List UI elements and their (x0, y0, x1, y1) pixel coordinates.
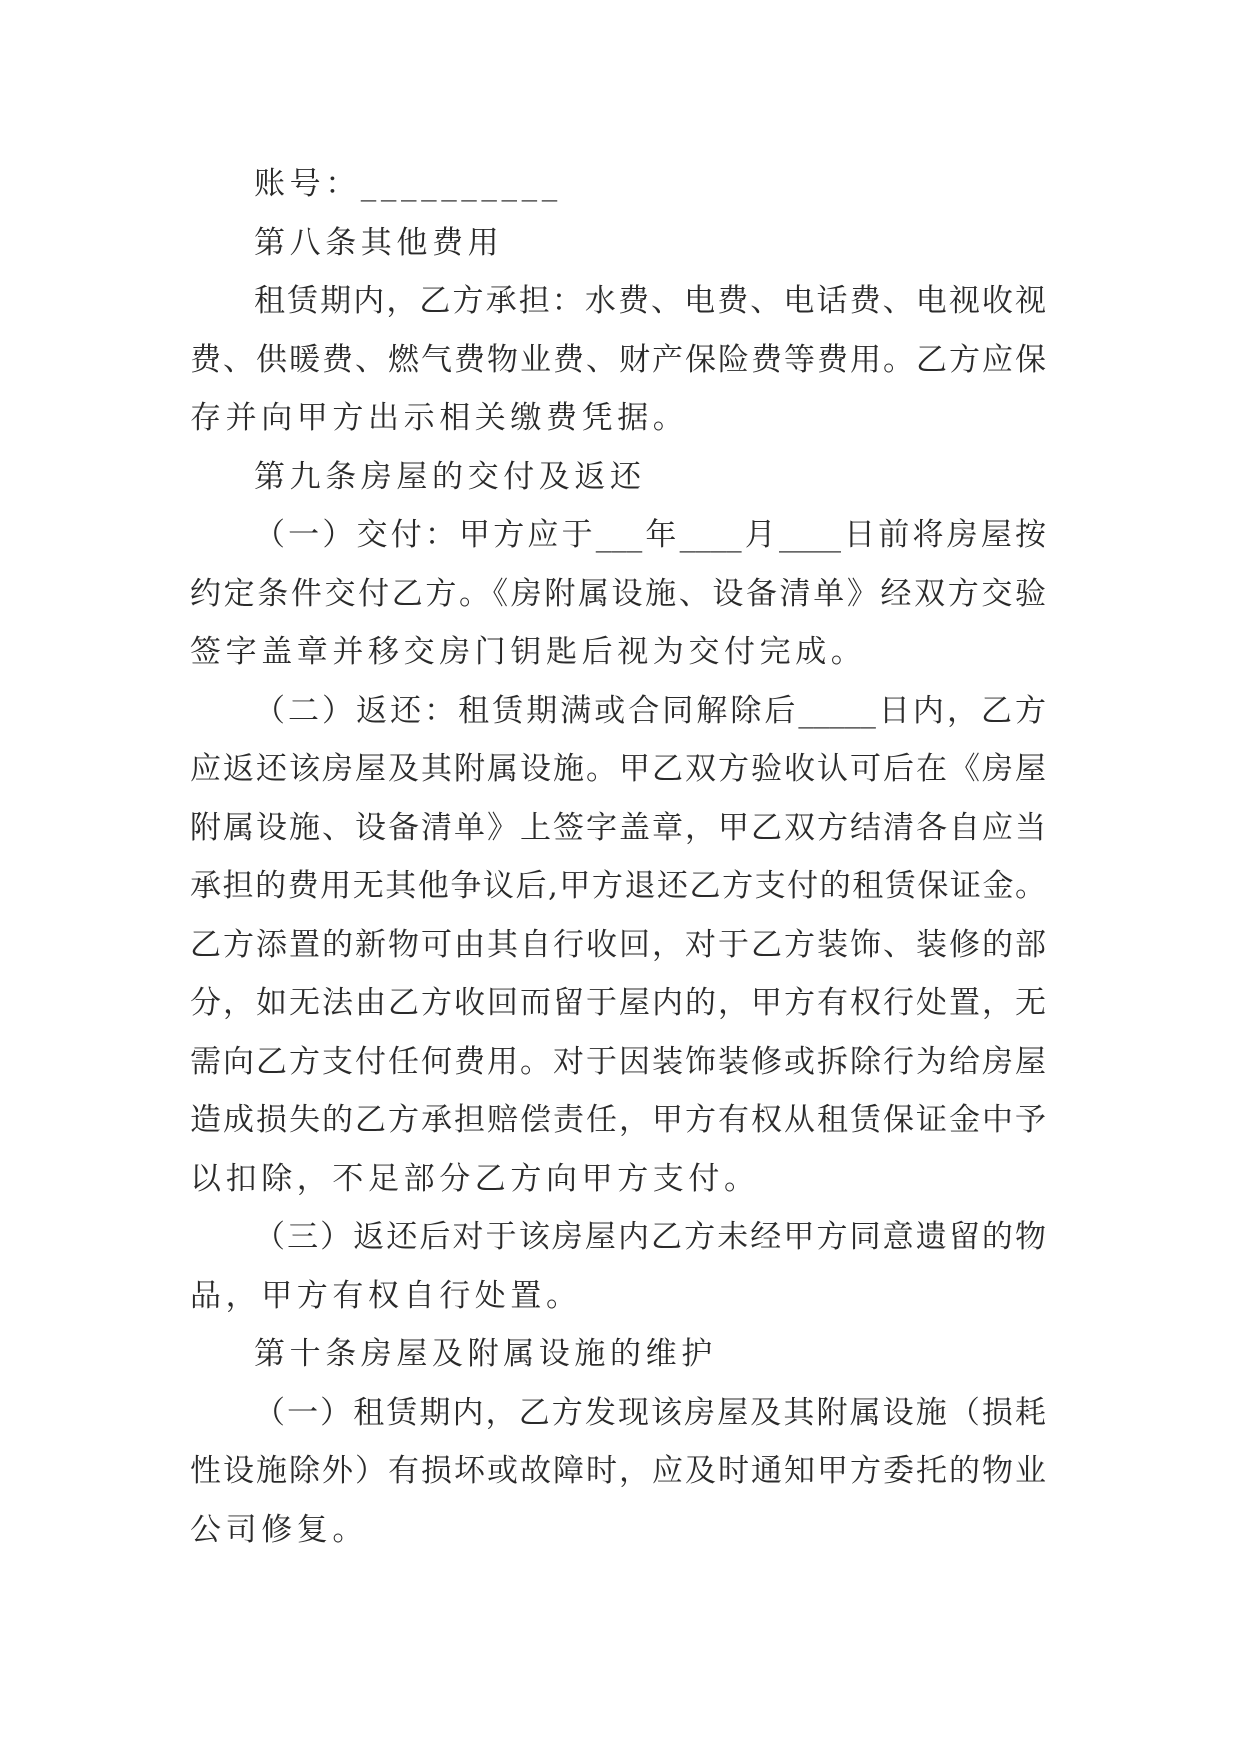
article-9-delivery-line: 约定条件交付乙方。《房附属设施、设备清单》经双方交验 (190, 575, 1046, 612)
article-9-return-line: 附属设施、设备清单》上签字盖章，甲乙双方结清各自应当 (190, 809, 1046, 846)
article-8-text-line: 费、供暖费、燃气费物业费、财产保险费等费用。乙方应保 (190, 341, 1046, 378)
article-9-return-line: 以扣除，不足部分乙方向甲方支付。 (190, 1160, 760, 1197)
account-number-line: 账号：__________ (254, 166, 562, 202)
article-10-maintenance-line: 公司修复。 (190, 1511, 368, 1548)
article-8-heading: 第八条其他费用 (254, 224, 504, 261)
article-9-delivery-line: 签字盖章并移交房门钥匙后视为交付完成。 (190, 634, 867, 670)
article-9-remaining-items-line: 品，甲方有权自行处置。 (190, 1277, 582, 1314)
article-9-return-line: 乙方添置的新物可由其自行收回，对于乙方装饰、装修的部 (190, 926, 1046, 963)
article-9-return-line: 承担的费用无其他争议后,甲方退还乙方支付的租赁保证金。 (190, 868, 1046, 904)
article-10-maintenance-line: （一）租赁期内，乙方发现该房屋及其附属设施（损耗 (254, 1394, 1046, 1431)
article-10-heading: 第十条房屋及附属设施的维护 (254, 1336, 717, 1372)
article-9-return-line: 应返还该房屋及其附属设施。甲乙双方验收认可后在《房屋 (190, 751, 1046, 787)
article-9-return-line: 需向乙方支付任何费用。对于因装饰装修或拆除行为给房屋 (190, 1043, 1046, 1080)
article-10-maintenance-line: 性设施除外）有损坏或故障时，应及时通知甲方委托的物业 (190, 1453, 1046, 1489)
article-9-return-line: 造成损失的乙方承担赔偿责任，甲方有权从租赁保证金中予 (190, 1102, 1046, 1138)
article-9-heading: 第九条房屋的交付及返还 (254, 458, 646, 495)
article-9-remaining-items-line: （三）返还后对于该房屋内乙方未经甲方同意遗留的物 (254, 1219, 1046, 1255)
article-8-text-line: 存并向甲方出示相关缴费凭据。 (190, 400, 689, 436)
article-9-delivery-line: （一）交付：甲方应于___年____月____日前将房屋按 (254, 517, 1046, 553)
article-8-text-line: 租赁期内，乙方承担：水费、电费、电话费、电视收视 (254, 283, 1046, 319)
document-body (190, 155, 1046, 1559)
article-9-return-line: 分，如无法由乙方收回而留于屋内的，甲方有权行处置，无 (190, 985, 1046, 1021)
article-9-return-line: （二）返还：租赁期满或合同解除后_____日内，乙方 (254, 692, 1046, 729)
